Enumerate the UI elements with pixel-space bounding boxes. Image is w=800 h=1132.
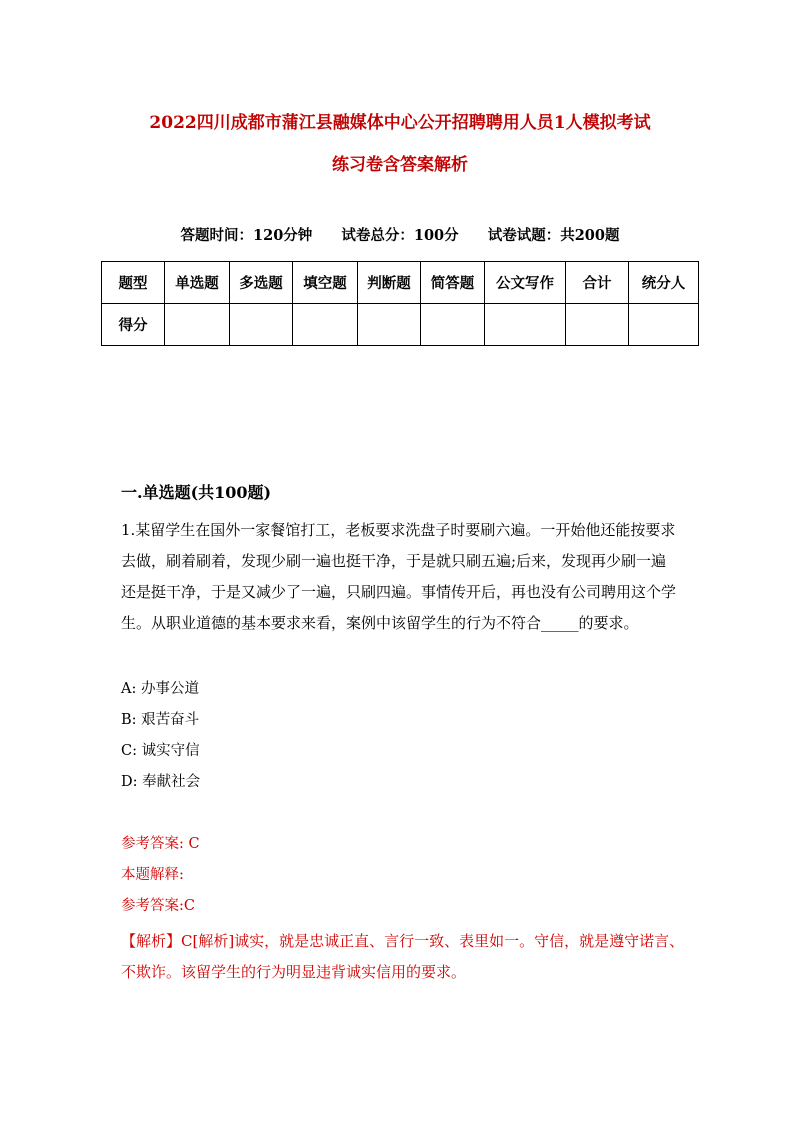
reference-answer: 参考答案: C — [121, 836, 200, 852]
score-header-cell: 公文写作 — [485, 262, 566, 304]
exam-question-count: 试卷试题：共200题 — [487, 227, 620, 244]
document-title-line1: 2022四川成都市蒲江县融媒体中心公开招聘聘用人员1人模拟考试 — [149, 113, 651, 133]
score-table-score-row — [102, 304, 699, 346]
section-title: 一.单选题(共100题) — [121, 483, 272, 502]
score-table-header-row — [102, 262, 699, 304]
score-cell — [566, 304, 629, 346]
score-cell — [293, 304, 358, 346]
question-text: 1.某留学生在国外一家餐馆打工，老板要求洗盘子时要刷六遍。一开始他还能按要求去做，刷着刷着，发现少刷一遍也挺干净，于是就只刷五遍;后来，发现再少刷一遍还是挺干净，于是又减少了一遍，只刷四遍。事情传开后，再也没有公司聘用这个学生。从职业道德的基本要求来看，案例中该留学生的行为不符合_____的要求。 — [121, 521, 677, 632]
score-header-cell: 简答题 — [421, 262, 485, 304]
score-cell — [230, 304, 293, 346]
document-title-line2: 练习卷含答案解析 — [332, 155, 468, 175]
exam-time: 答题时间：120分钟 — [180, 227, 313, 244]
explanation-label: 本题解释: — [121, 867, 184, 883]
score-header-cell: 合计 — [566, 262, 629, 304]
score-header-cell: 填空题 — [293, 262, 358, 304]
score-table — [101, 261, 699, 346]
score-cell — [629, 304, 699, 346]
score-row-label: 得分 — [102, 304, 165, 346]
score-header-cell: 统分人 — [629, 262, 699, 304]
option-a: A: 办事公道 — [121, 681, 199, 697]
score-cell — [358, 304, 421, 346]
score-header-cell: 题型 — [102, 262, 165, 304]
option-b: B: 艰苦奋斗 — [121, 712, 200, 728]
score-cell — [485, 304, 566, 346]
score-header-cell: 单选题 — [165, 262, 230, 304]
explanation-text: 【解析】C[解析]诚实，就是忠诚正直、言行一致、表里如一。守信，就是遵守诺言、不欺诈。该留学生的行为明显违背诚实信用的要求。 — [121, 932, 685, 981]
exam-meta — [0, 224, 800, 245]
score-header-cell: 多选题 — [230, 262, 293, 304]
reference-answer-repeat: 参考答案:C — [121, 898, 195, 914]
option-d: D: 奉献社会 — [121, 774, 201, 790]
exam-total-score: 试卷总分：100分 — [341, 227, 459, 244]
score-cell — [165, 304, 230, 346]
score-header-cell: 判断题 — [358, 262, 421, 304]
score-cell — [421, 304, 485, 346]
option-c: C: 诚实守信 — [121, 743, 200, 759]
